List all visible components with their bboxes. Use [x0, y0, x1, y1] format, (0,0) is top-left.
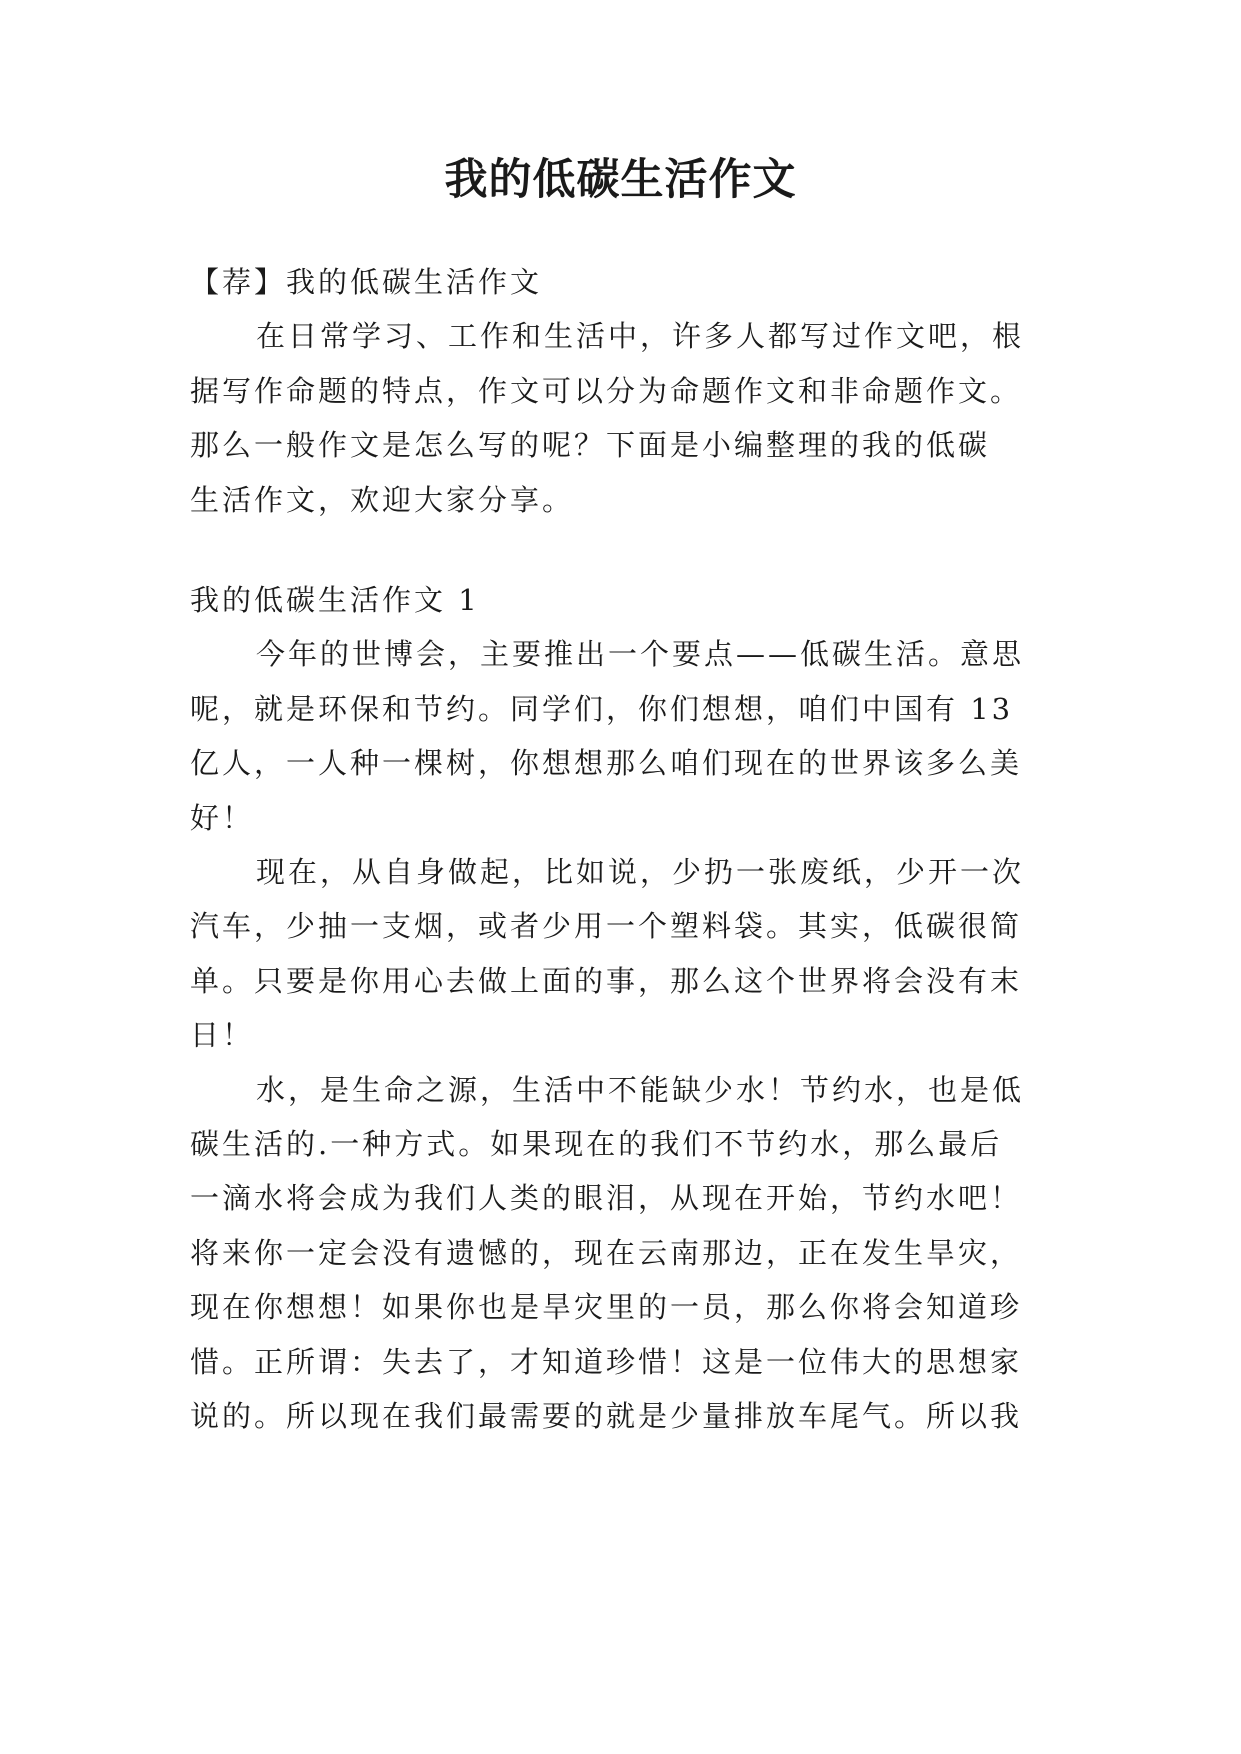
intro-paragraph-line: 据写作命题的特点，作文可以分为命题作文和非命题作文。: [190, 374, 1023, 408]
intro-paragraph-line: 生活作文，欢迎大家分享。: [190, 483, 575, 517]
intro-paragraph-line: 那么一般作文是怎么写的呢？下面是小编整理的我的低碳: [190, 428, 991, 462]
paragraph-line: 将来你一定会没有遗憾的，现在云南那边，正在发生旱灾，: [190, 1236, 1023, 1270]
paragraph-line: 呢，就是环保和节约。同学们，你们想想，咱们中国有 13: [190, 692, 1014, 726]
paragraph-line: 惜。正所谓：失去了，才知道珍惜！这是一位伟大的思想家: [190, 1345, 1023, 1379]
paragraph-line: 现在你想想！如果你也是旱灾里的一员，那么你将会知道珍: [190, 1290, 1023, 1324]
paragraph-line: 亿人，一人种一棵树，你想想那么咱们现在的世界该多么美: [190, 746, 1023, 780]
paragraph-line: 好！: [190, 801, 255, 835]
paragraph-line: 汽车，少抽一支烟，或者少用一个塑料袋。其实，低碳很简: [190, 909, 1023, 943]
paragraph-line: 一滴水将会成为我们人类的眼泪，从现在开始，节约水吧！: [190, 1181, 1023, 1215]
paragraph-line: 碳生活的.一种方式。如果现在的我们不节约水，那么最后: [190, 1127, 1003, 1161]
paragraph-line: 现在，从自身做起，比如说，少扔一张废纸，少开一次: [256, 855, 1025, 889]
intro-heading: 【荐】我的低碳生活作文: [190, 265, 543, 299]
paragraph-line: 水，是生命之源，生活中不能缺少水！节约水，也是低: [256, 1073, 1025, 1107]
intro-paragraph-line: 在日常学习、工作和生活中，许多人都写过作文吧，根: [256, 319, 1025, 353]
paragraph-line: 单。只要是你用心去做上面的事，那么这个世界将会没有末: [190, 964, 1023, 998]
paragraph-line: 说的。所以现在我们最需要的就是少量排放车尾气。所以我: [190, 1399, 1023, 1433]
paragraph-line: 日！: [190, 1018, 255, 1052]
section-heading: 我的低碳生活作文 1: [190, 583, 480, 617]
document-title: 我的低碳生活作文: [444, 155, 797, 205]
paragraph-line: 今年的世博会，主要推出一个要点——低碳生活。意思: [256, 637, 1025, 671]
